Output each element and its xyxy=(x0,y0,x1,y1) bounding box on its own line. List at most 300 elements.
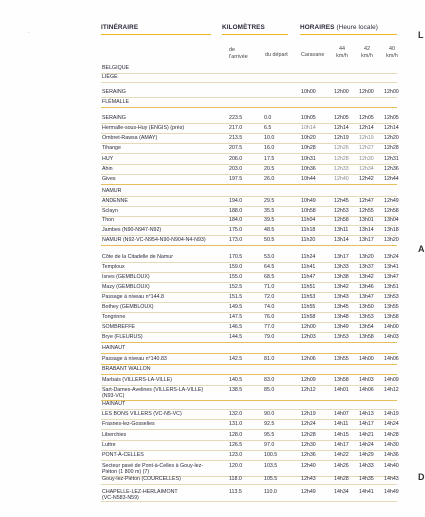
cell-name: Côte de la Citadelle de Namur xyxy=(102,254,173,260)
cell-time-40: 12h31 xyxy=(384,156,399,162)
cell-time-42: 14h00 xyxy=(359,356,374,362)
col-caravane-header: Caravane xyxy=(301,52,325,58)
cell-caravane: 10h05 xyxy=(301,115,316,121)
cell-time-40: 14h12 xyxy=(384,387,399,393)
cell-name: Jambes (N90-N947-N92) xyxy=(102,227,162,233)
table-row xyxy=(101,165,397,175)
cell-name: SERAING xyxy=(102,115,126,121)
cell-arrivee: 118.0 xyxy=(229,476,242,482)
cell-time-44: 13h17 xyxy=(334,254,349,260)
cell-caravane: 12h43 xyxy=(301,476,316,482)
itinerary-header: ITINÉRAIRE xyxy=(101,24,139,31)
cell-name: LIÈGE xyxy=(102,74,118,80)
table-row xyxy=(101,488,397,502)
cell-time-40: 14h06 xyxy=(384,356,399,362)
cell-arrivee: 149.5 xyxy=(229,304,243,310)
table-row xyxy=(101,376,397,386)
cell-caravane: 10h00 xyxy=(301,89,316,95)
cell-time-40: 14h00 xyxy=(384,324,399,330)
cell-time-40: 13h24 xyxy=(384,254,399,260)
cell-time-42: 12h42 xyxy=(359,176,374,182)
cell-time-42: 12h55 xyxy=(359,208,374,214)
table-row xyxy=(101,451,397,461)
header-rule-km xyxy=(222,34,288,35)
cell-time-40: 14h30 xyxy=(384,442,399,448)
cell-name: Isnes (GEMBLOUX) xyxy=(102,274,150,280)
cell-time-42: 12h05 xyxy=(359,115,374,121)
cell-arrivee: 170.5 xyxy=(229,254,243,260)
cell-name: Gouy-lez-Piéton (COURCELLES) xyxy=(102,476,181,482)
cell-time-42: 14h03 xyxy=(359,377,374,383)
cell-time-42: 14h35 xyxy=(359,476,374,482)
cell-depart: 77.0 xyxy=(264,324,275,330)
cell-time-40: 12h58 xyxy=(384,208,399,214)
cell-time-44: 12h53 xyxy=(334,208,349,214)
cell-time-44: 13h38 xyxy=(334,274,349,280)
cell-time-44: 13h45 xyxy=(334,304,349,310)
table-row xyxy=(101,175,397,185)
cell-depart: 76.0 xyxy=(264,314,275,320)
cell-time-44: 12h33 xyxy=(334,166,349,172)
cell-time-44: 13h49 xyxy=(334,324,349,330)
cell-depart: 72.0 xyxy=(264,294,275,300)
cell-time-44: 14h11 xyxy=(334,421,349,427)
cell-arrivee: 140.5 xyxy=(229,377,243,383)
cell-depart: 53.0 xyxy=(264,254,275,260)
table-row xyxy=(101,303,397,313)
cell-caravane: 10h36 xyxy=(301,166,316,172)
cell-depart: 92.5 xyxy=(264,421,275,427)
cell-name: Passage à niveau n°140.83 xyxy=(102,356,167,362)
cell-arrivee: 123.0 xyxy=(229,452,243,458)
cell-depart: 0.0 xyxy=(264,115,272,121)
cell-caravane: 10h14 xyxy=(301,125,316,131)
cell-caravane: 11h51 xyxy=(301,284,316,290)
cell-time-42: 14h21 xyxy=(359,432,374,438)
cell-arrivee: 184.0 xyxy=(229,217,243,223)
table-row xyxy=(101,187,397,197)
cell-time-42: 12h34 xyxy=(359,166,374,172)
table-row xyxy=(101,226,397,236)
header-rule-itinerary xyxy=(101,34,211,35)
cell-time-40: 12h49 xyxy=(384,198,399,204)
cell-time-44: 13h42 xyxy=(334,284,349,290)
cell-time-44: 13h11 xyxy=(334,227,349,233)
col-44-unit: km/h xyxy=(336,52,348,59)
cell-time-44: 12h14 xyxy=(334,125,349,131)
cell-name: Passage à niveau n°144.8 xyxy=(102,294,164,300)
cell-time-44: 14h28 xyxy=(334,476,349,482)
cell-arrivee: 217.0 xyxy=(229,125,243,131)
cell-arrivee: 159.0 xyxy=(229,264,243,270)
cell-arrivee: 194.0 xyxy=(229,198,243,204)
edge-letter: A xyxy=(418,244,425,254)
cell-time-40: 14h49 xyxy=(384,489,399,495)
cell-time-42: 13h46 xyxy=(359,284,374,290)
table-row xyxy=(101,253,397,263)
cell-time-44: 14h07 xyxy=(334,411,349,417)
col-42-header xyxy=(359,46,375,59)
cell-name: SOMBREFFE xyxy=(102,324,135,330)
cell-time-42: 14h29 xyxy=(359,452,374,458)
cell-caravane: 10h28 xyxy=(301,145,316,151)
cell-time-42: 14h24 xyxy=(359,442,374,448)
cell-time-42: 12h27 xyxy=(359,145,374,151)
cell-arrivee: 206.0 xyxy=(229,156,243,162)
cell-caravane: 12h49 xyxy=(301,489,316,495)
cell-caravane: 12h12 xyxy=(301,387,316,393)
table-row xyxy=(101,283,397,293)
cell-time-44: 12h05 xyxy=(334,115,349,121)
cell-arrivee: 138.5 xyxy=(229,387,243,393)
cell-caravane: 11h20 xyxy=(301,237,316,243)
cell-caravane: 12h30 xyxy=(301,442,316,448)
cell-depart: 110.0 xyxy=(264,489,277,495)
cell-time-40: 13h58 xyxy=(384,314,399,320)
cell-time-40: 14h28 xyxy=(384,432,399,438)
cell-time-42: 13h37 xyxy=(359,264,374,270)
cell-arrivee: 151.5 xyxy=(229,294,243,300)
cell-name: Brye (FLEURUS) xyxy=(102,334,143,340)
cell-time-42: 13h20 xyxy=(359,254,374,260)
table-row xyxy=(101,420,397,430)
col-44-header xyxy=(334,46,350,59)
cell-caravane: 11h58 xyxy=(301,314,316,320)
cell-time-42: 12h00 xyxy=(359,89,374,95)
table-row xyxy=(101,144,397,154)
cell-time-42: 13h42 xyxy=(359,274,374,280)
cell-arrivee: 223.5 xyxy=(229,115,243,121)
cell-time-44: 12h40 xyxy=(334,176,349,182)
table-row xyxy=(101,344,397,354)
cell-depart: 64.5 xyxy=(264,264,275,270)
col-40-speed: 40 xyxy=(389,46,395,52)
cell-time-42: 12h19 xyxy=(359,135,374,141)
cell-time-40: 14h36 xyxy=(384,452,399,458)
header-rule-horaires xyxy=(300,34,397,35)
cell-name: HUY xyxy=(102,156,114,162)
cell-name-continued: Piéton (1 800 m) (7) xyxy=(102,469,150,475)
cell-time-40: 13h47 xyxy=(384,274,399,280)
cell-time-40: 13h41 xyxy=(384,264,399,270)
cell-time-42: 13h17 xyxy=(359,237,374,243)
col-44-speed: 44 xyxy=(339,46,345,52)
cell-name: NAMUR (N92-VC-N954-N90-N904-N4-N93) xyxy=(102,237,206,243)
cell-name: Mazy (GEMBLOUX) xyxy=(102,284,150,290)
cell-name: Luttre xyxy=(102,442,116,448)
cell-caravane: 12h06 xyxy=(301,356,316,362)
col-42-unit: km/h xyxy=(361,52,373,59)
table-row xyxy=(101,236,397,246)
cell-depart: 90.0 xyxy=(264,411,275,417)
cell-time-40: 12h14 xyxy=(384,125,399,131)
table-row xyxy=(101,134,397,144)
cell-caravane: 12h03 xyxy=(301,334,316,340)
table-row xyxy=(101,365,397,375)
col-42-speed: 42 xyxy=(364,46,370,52)
cell-name: Bothey (GEMBLOUX) xyxy=(102,304,154,310)
cell-depart: 83.0 xyxy=(264,377,275,383)
cell-name: Liberchies xyxy=(102,432,127,438)
cell-time-44: 12h58 xyxy=(334,217,349,223)
cell-time-42: 12h14 xyxy=(359,125,374,131)
cell-caravane: 10h31 xyxy=(301,156,316,162)
cell-depart: 39.5 xyxy=(264,217,275,223)
cell-time-44: 14h22 xyxy=(334,452,349,458)
cell-depart: 71.0 xyxy=(264,284,275,290)
cell-name: HAINAUT xyxy=(102,345,126,351)
cell-depart: 26.0 xyxy=(264,176,275,182)
cell-arrivee: 213.5 xyxy=(229,135,243,141)
cell-arrivee: 113.5 xyxy=(229,489,242,495)
cell-caravane: 12h40 xyxy=(301,463,316,469)
col-arrivee-line2: l'arrivée xyxy=(229,53,248,60)
cell-name: PONT-À-CELLES xyxy=(102,452,144,458)
cell-time-44: 13h58 xyxy=(334,377,349,383)
cell-name: CHAPELLE-LEZ-HERLAIMONT xyxy=(102,489,178,495)
cell-time-40: 14h03 xyxy=(384,334,399,340)
cell-time-40: 14h40 xyxy=(384,463,399,469)
cell-depart: 105.5 xyxy=(264,476,278,482)
cell-time-42: 13h53 xyxy=(359,314,374,320)
cell-arrivee: 155.0 xyxy=(229,274,243,280)
cell-caravane: 10h58 xyxy=(301,208,316,214)
table-row xyxy=(101,441,397,451)
cell-name-continued: (N93-VC) xyxy=(102,393,125,399)
cell-depart: 48.5 xyxy=(264,227,275,233)
cell-time-44: 14h17 xyxy=(334,442,349,448)
cell-time-40: 12h36 xyxy=(384,166,399,172)
cell-name: Secteur pavé de Pont-à-Celles à Gouy-lez- xyxy=(102,463,203,469)
cell-time-42: 14h33 xyxy=(359,463,374,469)
cell-caravane: 11h18 xyxy=(301,227,316,233)
cell-time-40: 13h18 xyxy=(384,227,399,233)
table-row xyxy=(101,155,397,165)
cell-time-40: 13h04 xyxy=(384,217,399,223)
edge-letter: D xyxy=(418,472,425,482)
cell-time-44: 13h55 xyxy=(334,356,349,362)
cell-depart: 85.0 xyxy=(264,387,275,393)
cell-arrivee: 188.0 xyxy=(229,208,243,214)
cell-depart: 29.5 xyxy=(264,198,275,204)
cell-caravane: 12h28 xyxy=(301,432,316,438)
cell-depart: 10.0 xyxy=(264,135,275,141)
cell-arrivee: 144.5 xyxy=(229,334,243,340)
table-row xyxy=(101,88,397,98)
table-row xyxy=(101,114,397,124)
cell-caravane: 12h24 xyxy=(301,421,316,427)
cell-arrivee: 207.5 xyxy=(229,145,243,151)
cell-time-40: 14h19 xyxy=(384,411,399,417)
cell-arrivee: 197.5 xyxy=(229,176,243,182)
cell-time-44: 12h28 xyxy=(334,156,349,162)
cell-time-44: 12h26 xyxy=(334,145,349,151)
table-row xyxy=(101,124,397,134)
cell-time-44: 12h00 xyxy=(334,89,349,95)
cell-name: NAMUR xyxy=(102,188,122,194)
cell-time-42: 13h50 xyxy=(359,304,374,310)
cell-arrivee: 147.5 xyxy=(229,314,243,320)
cell-caravane: 11h04 xyxy=(301,217,316,223)
cell-caravane: 11h55 xyxy=(301,304,316,310)
cell-time-40: 13h55 xyxy=(384,304,399,310)
table-row xyxy=(101,475,397,485)
cell-arrivee: 142.5 xyxy=(229,356,243,362)
cell-name: Sclayn xyxy=(102,208,118,214)
cell-arrivee: 131.0 xyxy=(229,421,243,427)
cell-name: BRABANT WALLON xyxy=(102,366,151,372)
cell-time-40: 14h24 xyxy=(384,421,399,427)
cell-time-40: 12h00 xyxy=(384,89,399,95)
cell-name: Thon xyxy=(102,217,115,223)
cell-caravane: 11h53 xyxy=(301,294,316,300)
cell-arrivee: 175.0 xyxy=(229,227,243,233)
cell-time-42: 12h30 xyxy=(359,156,374,162)
cell-caravane: 12h19 xyxy=(301,411,316,417)
cell-arrivee: 126.5 xyxy=(229,442,243,448)
cell-time-42: 14h17 xyxy=(359,421,374,427)
cell-arrivee: 128.0 xyxy=(229,432,243,438)
cell-time-42: 13h54 xyxy=(359,324,374,330)
cell-depart: 95.5 xyxy=(264,432,275,438)
cell-caravane: 11h47 xyxy=(301,274,316,280)
table-row xyxy=(101,73,397,83)
cell-arrivee: 146.5 xyxy=(229,324,243,330)
cell-caravane: 10h49 xyxy=(301,198,316,204)
edge-letter: L xyxy=(418,30,424,40)
horaires-title: HORAIRES xyxy=(300,24,335,31)
table-row xyxy=(101,216,397,226)
cell-depart: 97.0 xyxy=(264,442,275,448)
cell-caravane: 12h36 xyxy=(301,452,316,458)
cell-depart: 81.0 xyxy=(264,356,275,362)
table-row xyxy=(101,263,397,273)
cell-caravane: 11h41 xyxy=(301,264,316,270)
cell-time-42: 14h06 xyxy=(359,387,374,393)
cell-time-44: 14h01 xyxy=(334,387,349,393)
cell-caravane: 12h00 xyxy=(301,324,316,330)
cell-time-42: 13h47 xyxy=(359,294,374,300)
table-row xyxy=(101,197,397,207)
cell-arrivee: 203.0 xyxy=(229,166,243,172)
cell-time-44: 12h45 xyxy=(334,198,349,204)
cell-name: FLÉMALLE xyxy=(102,99,130,105)
col-40-unit: km/h xyxy=(386,52,398,59)
cell-arrivee: 120.0 xyxy=(229,463,243,469)
cell-time-40: 14h43 xyxy=(384,476,399,482)
cell-time-42: 13h58 xyxy=(359,334,374,340)
table-row xyxy=(101,313,397,323)
cell-time-40: 13h51 xyxy=(384,284,399,290)
cell-name: SERAING xyxy=(102,89,126,95)
cell-time-40: 12h44 xyxy=(384,176,399,182)
cell-time-44: 13h53 xyxy=(334,334,349,340)
cell-name: HAINAUT xyxy=(102,401,126,407)
table-row xyxy=(101,355,397,365)
cell-depart: 17.5 xyxy=(264,156,275,162)
cell-depart: 6.5 xyxy=(264,125,272,131)
cell-name: Hermalle-sous-Huy (ENGIS) (près) xyxy=(102,125,185,131)
cell-caravane: 11h24 xyxy=(301,254,316,260)
cell-depart: 16.0 xyxy=(264,145,275,151)
cell-time-42: 14h41 xyxy=(359,489,374,495)
col-40-header xyxy=(384,46,400,59)
cell-time-40: 12h20 xyxy=(384,135,399,141)
cell-name: Sart-Dames-Avelines (VILLERS-LA-VILLE) xyxy=(102,387,204,393)
cell-time-44: 14h26 xyxy=(334,463,349,469)
cell-name: BELGIQUE xyxy=(102,65,130,71)
cell-name: ANDENNE xyxy=(102,198,128,204)
cell-caravane: 12h09 xyxy=(301,377,316,383)
cell-time-40: 13h53 xyxy=(384,294,399,300)
cell-time-40: 12h28 xyxy=(384,145,399,151)
cell-name: Frasnes-lez-Gosselies xyxy=(102,421,155,427)
cell-time-40: 12h05 xyxy=(384,115,399,121)
cell-time-44: 13h33 xyxy=(334,264,349,270)
cell-name: Ombret-Rawsa (AMAY) xyxy=(102,135,158,141)
cell-time-42: 13h01 xyxy=(359,217,374,223)
cell-name: Marbais (VILLERS-LA-VILLE) xyxy=(102,377,173,383)
table-row xyxy=(101,410,397,420)
cell-caravane: 10h44 xyxy=(301,176,316,182)
cell-depart: 35.5 xyxy=(264,208,275,214)
col-arrivee-line1: de xyxy=(229,47,235,53)
table-row xyxy=(101,400,397,410)
horaires-subtitle: (Heure locale) xyxy=(336,24,378,31)
cell-time-44: 13h48 xyxy=(334,314,349,320)
cell-time-44: 13h14 xyxy=(334,237,349,243)
speck-mark: · xyxy=(28,30,30,36)
cell-time-44: 14h34 xyxy=(334,489,349,495)
table-row xyxy=(101,333,397,343)
cell-depart: 20.5 xyxy=(264,166,275,172)
col-depart-header: du départ xyxy=(265,52,288,58)
cell-depart: 50.5 xyxy=(264,237,275,243)
cell-time-40: 13h20 xyxy=(384,237,399,243)
table-row xyxy=(101,293,397,303)
table-row xyxy=(101,431,397,441)
table-row xyxy=(101,273,397,283)
cell-depart: 103.5 xyxy=(264,463,278,469)
col-arrivee-header xyxy=(229,47,248,60)
cell-caravane: 10h20 xyxy=(301,135,316,141)
cell-name: LES BONS VILLERS (VC-N5-VC) xyxy=(102,411,182,417)
km-header: KILOMÈTRES xyxy=(222,24,265,31)
cell-time-44: 13h43 xyxy=(334,294,349,300)
cell-time-42: 13h14 xyxy=(359,227,374,233)
cell-depart: 68.5 xyxy=(264,274,275,280)
cell-name: Tongrinne xyxy=(102,314,126,320)
cell-name: Tihange xyxy=(102,145,121,151)
cell-name: Temploux xyxy=(102,264,125,270)
table-row xyxy=(101,386,397,401)
cell-depart: 74.0 xyxy=(264,304,275,310)
horaires-header xyxy=(300,24,378,31)
cell-arrivee: 132.0 xyxy=(229,411,243,417)
cell-time-40: 14h09 xyxy=(384,377,399,383)
cell-depart: 100.5 xyxy=(264,452,278,458)
cell-time-44: 12h19 xyxy=(334,135,349,141)
cell-time-42: 14h13 xyxy=(359,411,374,417)
cell-name-continued: (VC-N583-N59) xyxy=(102,495,139,501)
cell-arrivee: 173.0 xyxy=(229,237,243,243)
table-row xyxy=(101,323,397,333)
cell-time-42: 12h47 xyxy=(359,198,374,204)
cell-depart: 79.0 xyxy=(264,334,275,340)
cell-arrivee: 152.5 xyxy=(229,284,243,290)
cell-name: Ahin xyxy=(102,166,113,172)
cell-time-44: 14h15 xyxy=(334,432,349,438)
